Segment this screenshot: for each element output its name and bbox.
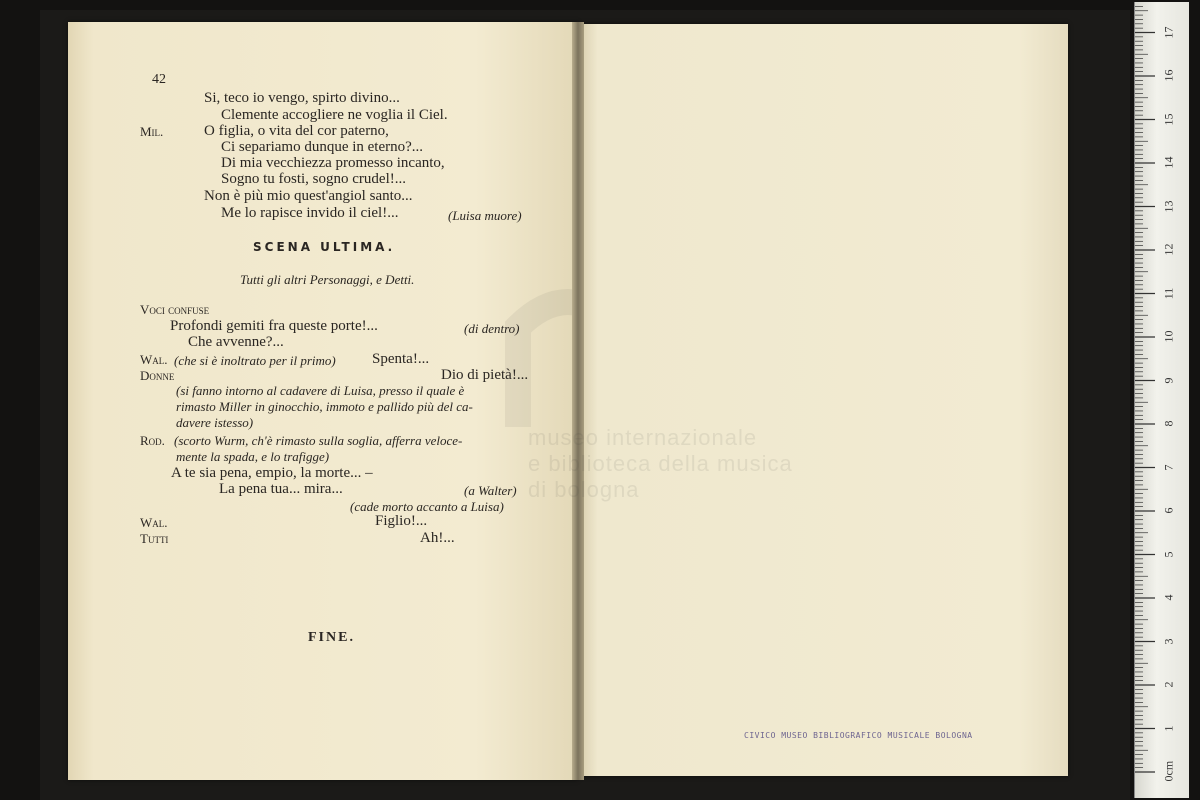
stage-direction: rimasto Miller in ginocchio, immoto e pallido più del ca-	[176, 399, 473, 414]
ruler-number: 2	[1161, 681, 1176, 688]
verse-line: Che avvenne?...	[188, 334, 284, 350]
measuring-ruler	[1134, 2, 1189, 798]
ruler-number: 1	[1161, 725, 1176, 731]
ruler-number: 13	[1161, 200, 1176, 212]
speaker-label: Rod.	[140, 433, 165, 448]
ruler-number: 15	[1161, 113, 1176, 125]
verse-line: Figlio!...	[375, 513, 428, 529]
stage-direction: (cade morto accanto a Luisa)	[350, 499, 504, 514]
speaker-label: Wal.	[140, 515, 168, 530]
watermark-text: e biblioteca della musica	[528, 451, 793, 476]
verse-line: Ah!...	[420, 530, 455, 546]
verse-line: Spenta!...	[372, 351, 430, 367]
left-page	[68, 22, 578, 780]
verse-line: Dio di pietà!...	[441, 367, 529, 383]
ruler-number: 6	[1161, 507, 1176, 514]
scene-cast: Tutti gli altri Personaggi, e Detti.	[240, 272, 415, 287]
speaker-label: Mil.	[140, 124, 164, 139]
verse-line: Non è più mio quest'angiol santo...	[204, 188, 413, 204]
ruler-number: 7	[1161, 464, 1176, 470]
ruler-number: 3	[1161, 638, 1176, 644]
library-stamp: CIVICO MUSEO BIBLIOGRAFICO MUSICALE BOLOGNA	[744, 731, 973, 740]
speaker-label: Tutti	[140, 531, 169, 546]
watermark-text: di bologna	[528, 477, 640, 502]
ruler-number: 11	[1161, 287, 1176, 299]
page-number: 42	[152, 72, 166, 87]
ruler-number: 4	[1161, 594, 1176, 601]
ruler-number: 9	[1161, 377, 1176, 383]
ruler-number: 0cm	[1161, 760, 1176, 782]
verse-line: A te sia pena, empio, la morte... –	[171, 465, 373, 481]
ruler-number: 16	[1161, 69, 1176, 82]
end-mark: FINE.	[308, 630, 355, 645]
verse-line: Si, teco io vengo, spirto divino...	[204, 90, 400, 106]
speaker-label: Donne	[140, 368, 175, 383]
stage-direction: davere istesso)	[176, 415, 254, 430]
verse-line: Profondi gemiti fra queste porte!...	[170, 318, 378, 334]
stage-direction: (si fanno intorno al cadavere di Luisa, presso il quale è	[176, 383, 465, 398]
ruler-number: 8	[1161, 420, 1176, 427]
stage-direction: (Luisa muore)	[448, 208, 522, 223]
ruler-number: 10	[1161, 330, 1176, 343]
verse-line: Sogno tu fosti, sogno crudel!...	[221, 171, 406, 187]
right-page	[578, 24, 1068, 776]
stage-direction: (che si è inoltrato per il primo)	[174, 353, 336, 368]
book-gutter	[572, 22, 584, 780]
scene-heading: SCENA ULTIMA.	[253, 240, 396, 254]
verse-line: O figlia, o vita del cor paterno,	[204, 123, 389, 139]
verse-line: Me lo rapisce invido il ciel!...	[221, 205, 399, 221]
verse-line: La pena tua... mira...	[219, 481, 343, 497]
ruler-number: 12	[1161, 243, 1176, 256]
speaker-label: Voci confuse	[140, 302, 210, 317]
verse-line: Ci separiamo dunque in eterno?...	[221, 139, 424, 155]
verse-line: Clemente accogliere ne voglia il Ciel.	[221, 107, 448, 123]
stage-direction: (di dentro)	[464, 321, 520, 336]
stage-direction: (a Walter)	[464, 483, 517, 498]
ruler-number: 17	[1161, 26, 1176, 38]
speaker-label: Wal.	[140, 352, 168, 367]
verse-line: Di mia vecchiezza promesso incanto,	[221, 155, 445, 171]
ruler-number: 5	[1161, 551, 1176, 557]
stage-direction: mente la spada, e lo trafigge)	[176, 449, 330, 464]
watermark-text: museo internazionale	[528, 425, 758, 450]
stage-direction: (scorto Wurm, ch'è rimasto sulla soglia, afferra veloce-	[174, 433, 463, 448]
ruler-number: 14	[1161, 156, 1176, 169]
